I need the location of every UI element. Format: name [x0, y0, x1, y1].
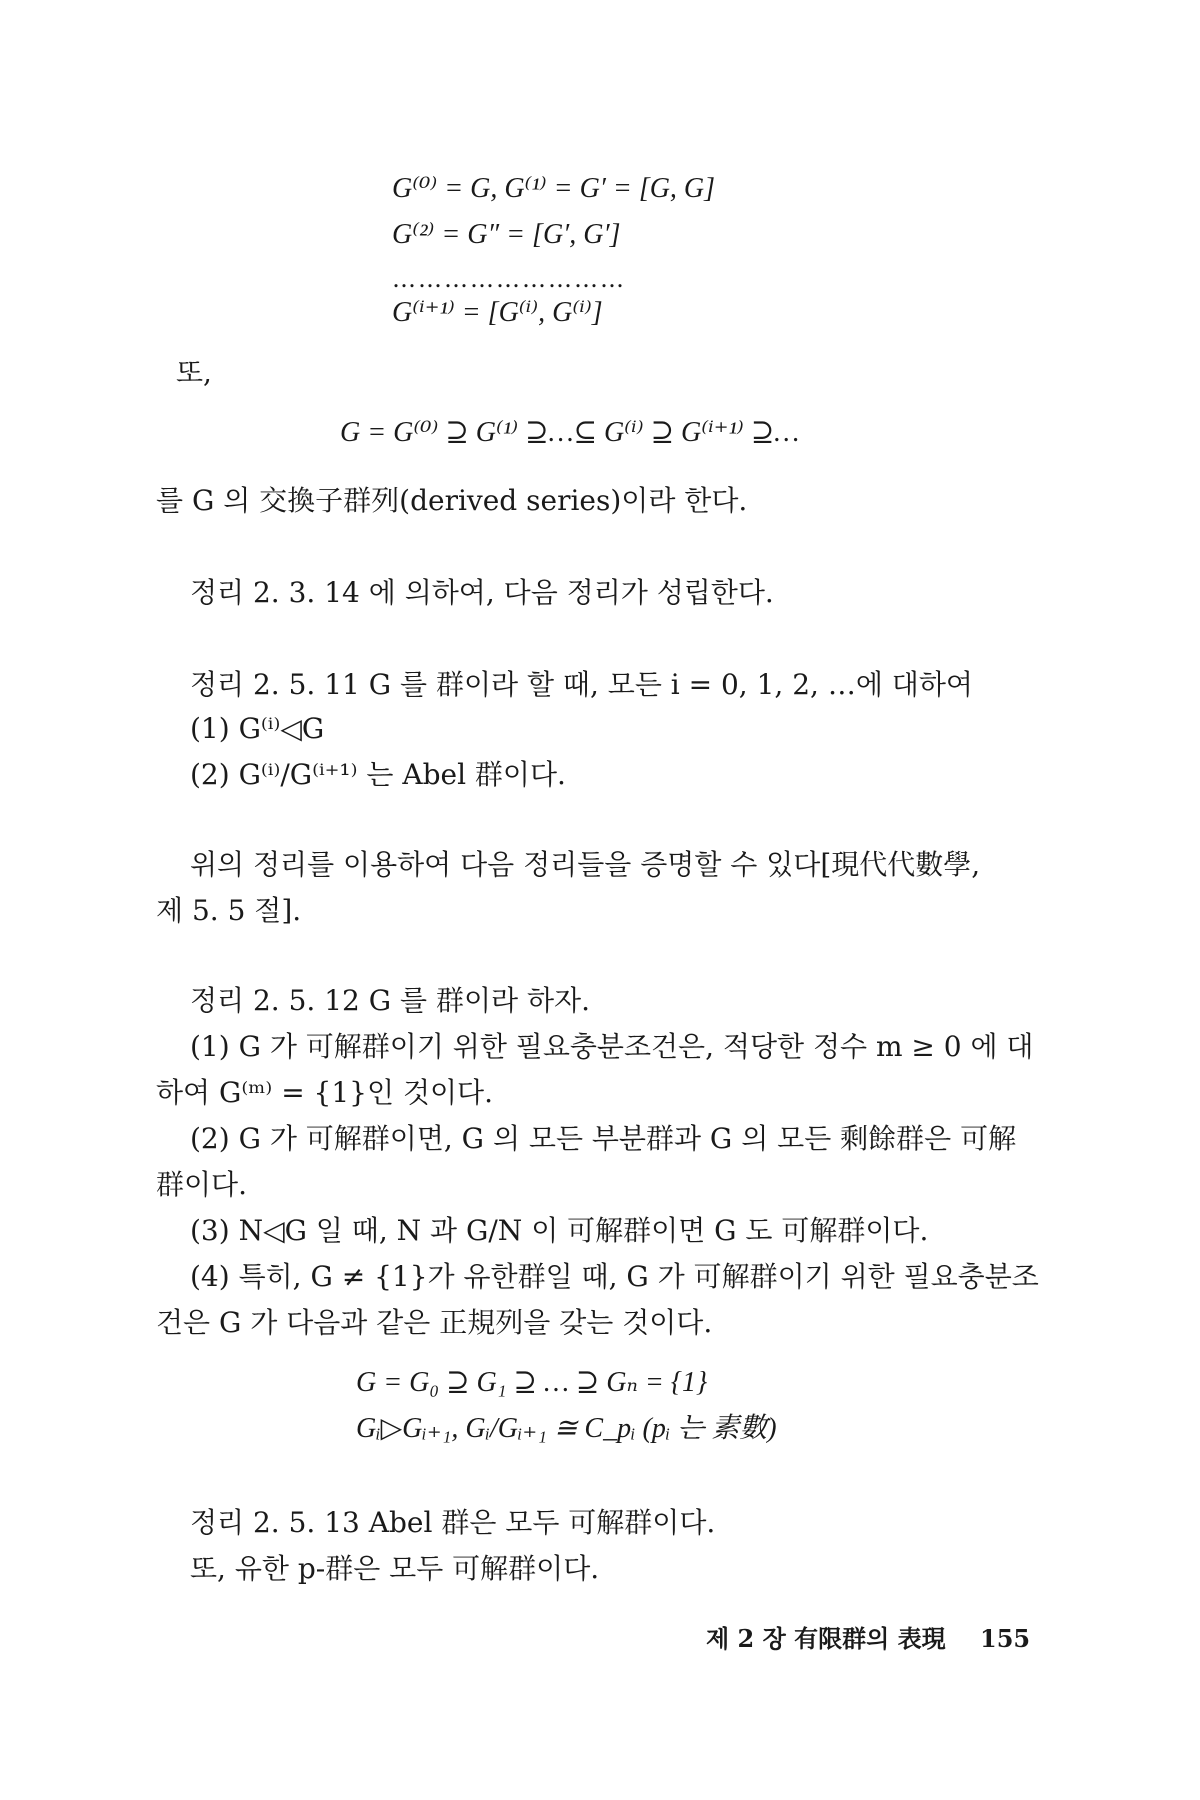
normal-series-equation: G = G₀ ⊇ G₁ ⊇ … ⊇ Gₙ = {1}: [356, 1367, 708, 1398]
theorem-2-5-13-line-2: 또, 유한 p-群은 모두 可解群이다.: [190, 1552, 600, 1585]
consequence-text: 정리 2. 3. 14 에 의하여, 다음 정리가 성립한다.: [190, 576, 774, 609]
theorem-2-5-12-item-2b: 群이다.: [156, 1168, 247, 1201]
page-number: 155: [980, 1624, 1031, 1653]
chapter-title: 제 2 장 有限群의 表現: [706, 1624, 946, 1653]
theorem-2-5-12-item-2a: (2) G 가 可解群이면, G 의 모든 부분群과 G 의 모든 剩餘群은 可解: [190, 1122, 1017, 1155]
factor-condition-equation: Gᵢ▷Gᵢ₊₁, Gᵢ/Gᵢ₊₁ ≅ C_pᵢ (pᵢ 는 素數): [356, 1413, 777, 1444]
usage-text-line-1: 위의 정리를 이용하여 다음 정리들을 증명할 수 있다[現代代數學,: [190, 848, 981, 881]
theorem-2-5-11-item-1: (1) G⁽ⁱ⁾◁G: [190, 712, 325, 745]
derived-series-definition-text: 를 G 의 交換子群列(derived series)이라 한다.: [156, 484, 748, 517]
theorem-2-5-11-header: 정리 2. 5. 11 G 를 群이라 할 때, 모든 i = 0, 1, 2, …에 대하여: [190, 668, 973, 701]
derived-series-line-3: G⁽ⁱ⁺¹⁾ = [G⁽ⁱ⁾, G⁽ⁱ⁾]: [392, 297, 603, 328]
derived-series-line-1: G⁽⁰⁾ = G, G⁽¹⁾ = G′ = [G, G]: [392, 173, 716, 204]
theorem-2-5-12-item-4a: (4) 특히, G ≠ {1}가 유한群일 때, G 가 可解群이기 위한 필요충분조: [190, 1260, 1039, 1293]
theorem-2-5-12-item-1a: (1) G 가 可解群이기 위한 필요충분조건은, 적당한 정수 m ≥ 0 에 대: [190, 1030, 1034, 1063]
derived-series-line-2: G⁽²⁾ = G″ = [G′, G′]: [392, 219, 621, 250]
theorem-2-5-12-item-4b: 건은 G 가 다음과 같은 正規列을 갖는 것이다.: [156, 1306, 713, 1339]
also-label: 또,: [176, 356, 212, 389]
usage-text-line-2: 제 5. 5 절].: [156, 894, 302, 927]
theorem-2-5-11-item-2: (2) G⁽ⁱ⁾/G⁽ⁱ⁺¹⁾ 는 Abel 群이다.: [190, 758, 566, 791]
theorem-2-5-12-item-1b: 하여 G⁽ᵐ⁾ = {1}인 것이다.: [156, 1076, 493, 1109]
derived-series-chain: G = G⁽⁰⁾ ⊇ G⁽¹⁾ ⊇…⊆ G⁽ⁱ⁾ ⊇ G⁽ⁱ⁺¹⁾ ⊇…: [340, 417, 800, 448]
theorem-2-5-13-header: 정리 2. 5. 13 Abel 群은 모두 可解群이다.: [190, 1506, 716, 1539]
derived-series-dots: ………………………: [392, 265, 626, 293]
theorem-2-5-12-item-3: (3) N◁G 일 때, N 과 G/N 이 可解群이면 G 도 可解群이다.: [190, 1214, 929, 1247]
theorem-2-5-12-header: 정리 2. 5. 12 G 를 群이라 하자.: [190, 984, 590, 1017]
